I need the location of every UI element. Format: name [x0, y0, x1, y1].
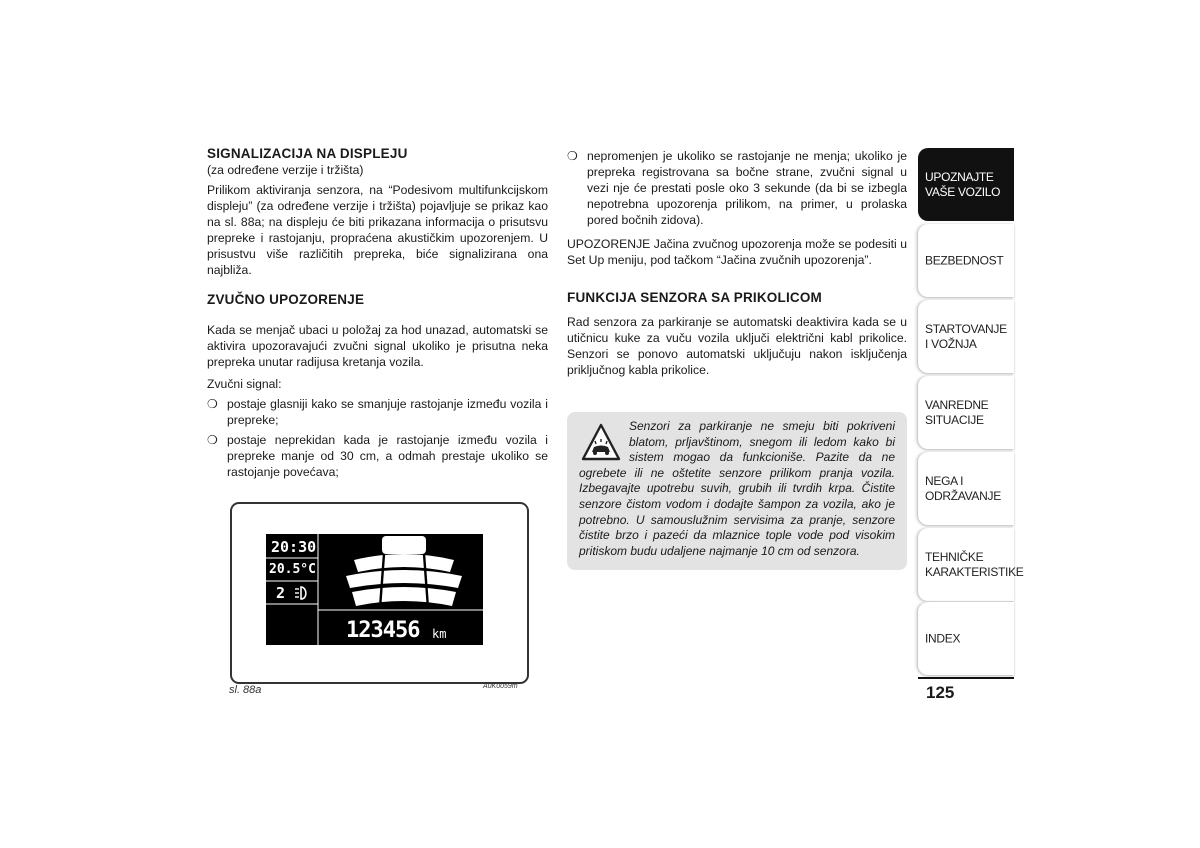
tab-vanredne[interactable] [918, 376, 1014, 449]
tab-label: UPOZNAJTE [925, 169, 994, 184]
headlight-icon [294, 586, 310, 600]
figure-caption: sl. 88a [229, 684, 262, 696]
multifunction-display-screen [266, 534, 483, 645]
page-number-rule [918, 677, 1014, 679]
tab-label: I VOŽNJA [925, 336, 977, 351]
tab-label: KARAKTERISTIKE [925, 564, 1024, 579]
tab-label: TEHNIČKE [925, 549, 984, 564]
tab-nega[interactable] [918, 452, 1014, 525]
tab-label: BEZBEDNOST [925, 253, 1004, 267]
section-title-display-signaling: SIGNALIZACIJA NA DISPLEJU [207, 146, 408, 161]
list-item [207, 396, 548, 428]
gear-readout: 2 [276, 584, 286, 602]
parking-sensor-icon [344, 534, 464, 610]
list-item [567, 148, 907, 228]
car-wash-warning-icon [581, 423, 621, 463]
list-item-text: nepromenjen je ukoliko se rastojanje ne menja; ukoliko je prepreka registrovana sa bočne strane, zvučni signal u vezi nje će prestati posle oko 3 sekunde (da bi se izbegla nepotrebna upozorenja prilikom, na primer, u prolaska pored bočnih zidova). [587, 149, 907, 227]
section-subtitle: (za određene verzije i tržišta) [207, 163, 364, 177]
warning-text: Senzori za parkiranje ne smeju biti pokriveni blatom, prljavštinom, snegom ili ledom kako bi sistem mogao da funkcioniše. Pazite da ne ogrebete ili ne oštetite senzore prilikom pranja vozila. Izbegavajte upotrebu suvih, grubih ili tvrdih krpa. Čistite senzore čistom vodom i dodajte šampon za vozila, ako je potrebno. U samouslužnim servisima za pranje, senzore čistite brzo i pazeći da mlaznice tople vode pod visokim pritiskom budu udaljene najmanje 10 cm od senzora. [579, 419, 895, 558]
section-body-audible: Kada se menjač ubaci u položaj za hod unazad, automatski se aktivira upozoravajući zvučni signal ukoliko je prisutna neka prepreka unutar radijusa kretanja vozila. [207, 323, 548, 369]
tab-startovanje[interactable] [918, 300, 1014, 373]
bullet-circle-icon: ❍ [207, 397, 218, 411]
odometer-unit: km [432, 627, 447, 641]
temperature-readout: 20.5°C [269, 562, 316, 577]
list-item [207, 432, 548, 480]
section-title-trailer: FUNKCIJA SENZORA SA PRIKOLICOM [567, 290, 823, 305]
tab-upoznajte[interactable] [918, 148, 1014, 221]
clock-readout: 20:30 [271, 538, 317, 556]
bullet-circle-icon: ❍ [207, 433, 218, 447]
section-title-audible-warning: ZVUČNO UPOZORENJE [207, 292, 365, 307]
right-column [567, 148, 907, 384]
list-item-text: postaje glasniji kako se smanjuje rastojanje između vozila i prepreke; [227, 397, 548, 427]
left-column [207, 146, 548, 484]
section-body-display: Prilikom aktiviranja senzora, na “Podesivom multifunkcijskom displeju” (za određene verzije i tržišta) pojavljuje se prikaz kao na sl. 88a; na displeju će biti prikazana informacija o prisutsvu prepreke i rastojanju, propraćena akustičkim upozorenjem. U prisustvu više različitih prepreka, biće signalizirana ona najbliža. [207, 183, 548, 277]
tab-label: NEGA I [925, 473, 964, 488]
page-number: 125 [926, 683, 955, 702]
signal-label: Zvučni signal: [207, 377, 282, 391]
tab-index[interactable] [918, 602, 1014, 675]
tab-label: ODRŽAVANJE [925, 488, 1001, 503]
tab-label: VAŠE VOZILO [925, 184, 1001, 199]
tab-label: STARTOVANJE [925, 321, 1007, 336]
tab-label: INDEX [925, 631, 961, 645]
section-body-trailer: Rad senzora za parkiranje se automatski deaktivira kada se u utičnicu kuke za vuču vozila uključi električni kabl prikolice. Senzori se ponovo automatski uključuju nakon isključenja priključnog kabla prikolice. [567, 315, 907, 377]
tab-label: VANREDNE [925, 397, 989, 412]
bullet-circle-icon: ❍ [567, 149, 578, 163]
odometer-readout: 123456 [346, 618, 420, 643]
figure-code: A0K0059m [483, 683, 518, 690]
tab-label: SITUACIJE [925, 412, 984, 427]
tab-bezbednost[interactable] [918, 224, 1014, 297]
warning-text-block [579, 419, 895, 559]
volume-note: UPOZORENJE Jačina zvučnog upozorenja može se podesiti u Set Up meniju, pod tačkom “Jačina zvučnih upozorenja”. [567, 237, 907, 267]
tab-tehnicke[interactable] [918, 528, 1024, 601]
list-item-text: postaje neprekidan kada je rastojanje između vozila i prepreke manje od 30 cm, a odmah prestaje ukoliko se rastojanje povećava; [227, 433, 548, 479]
